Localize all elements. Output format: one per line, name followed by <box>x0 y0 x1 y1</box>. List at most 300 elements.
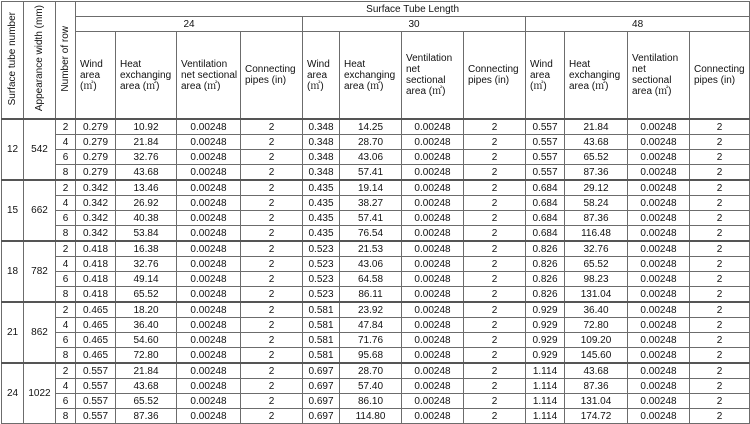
value-cell: 72.80 <box>565 318 628 333</box>
value-cell: 0.581 <box>303 318 340 333</box>
value-cell: 65.52 <box>116 394 177 409</box>
value-cell: 64.58 <box>340 272 402 287</box>
value-cell: 0.418 <box>76 257 116 272</box>
value-cell: 2 <box>690 257 750 272</box>
value-cell: 0.826 <box>526 272 565 287</box>
value-cell: 0.00248 <box>177 150 241 165</box>
value-cell: 2 <box>464 379 526 394</box>
value-cell: 0.557 <box>76 394 116 409</box>
appearance-width-cell: 782 <box>24 241 56 302</box>
header-length-48: 48 <box>526 17 750 32</box>
value-cell: 0.465 <box>76 348 116 364</box>
value-cell: 57.41 <box>340 165 402 181</box>
value-cell: 0.348 <box>303 135 340 150</box>
table-row <box>2 272 750 287</box>
value-cell: 0.00248 <box>177 257 241 272</box>
value-cell: 0.523 <box>303 272 340 287</box>
value-cell: 0.557 <box>76 409 116 424</box>
value-cell: 0.684 <box>526 196 565 211</box>
value-cell: 36.40 <box>565 302 628 318</box>
surface-tube-number-cell: 12 <box>2 119 24 180</box>
value-cell: 2 <box>690 348 750 364</box>
value-cell: 49.14 <box>116 272 177 287</box>
value-cell: 0.342 <box>76 180 116 196</box>
value-cell: 0.435 <box>303 180 340 196</box>
value-cell: 0.684 <box>526 226 565 242</box>
value-cell: 40.38 <box>116 211 177 226</box>
value-cell: 2 <box>464 409 526 424</box>
value-cell: 2 <box>690 318 750 333</box>
value-cell: 0.00248 <box>628 318 690 333</box>
value-cell: 2 <box>690 119 750 135</box>
value-cell: 2 <box>241 287 303 303</box>
row-count-cell: 8 <box>56 348 76 364</box>
header-wind-area-48: Wind area (㎡) <box>526 32 565 120</box>
value-cell: 0.00248 <box>628 226 690 242</box>
value-cell: 2 <box>690 165 750 181</box>
value-cell: 0.00248 <box>628 165 690 181</box>
value-cell: 95.68 <box>340 348 402 364</box>
value-cell: 2 <box>690 241 750 257</box>
header-connecting-pipes-24: Connecting pipes (in) <box>241 32 303 120</box>
value-cell: 2 <box>241 394 303 409</box>
value-cell: 28.70 <box>340 363 402 379</box>
value-cell: 2 <box>690 363 750 379</box>
table-row <box>2 165 750 181</box>
value-cell: 0.342 <box>76 196 116 211</box>
value-cell: 0.418 <box>76 287 116 303</box>
value-cell: 0.00248 <box>402 363 464 379</box>
value-cell: 0.00248 <box>628 180 690 196</box>
value-cell: 0.00248 <box>628 394 690 409</box>
value-cell: 43.68 <box>116 165 177 181</box>
value-cell: 2 <box>690 287 750 303</box>
value-cell: 0.00248 <box>402 226 464 242</box>
value-cell: 86.10 <box>340 394 402 409</box>
value-cell: 0.348 <box>303 150 340 165</box>
value-cell: 2 <box>464 318 526 333</box>
value-cell: 0.465 <box>76 302 116 318</box>
value-cell: 0.00248 <box>402 318 464 333</box>
value-cell: 0.00248 <box>177 348 241 364</box>
value-cell: 0.348 <box>303 119 340 135</box>
value-cell: 2 <box>241 165 303 181</box>
value-cell: 0.00248 <box>177 409 241 424</box>
value-cell: 10.92 <box>116 119 177 135</box>
value-cell: 0.697 <box>303 379 340 394</box>
value-cell: 0.00248 <box>628 135 690 150</box>
value-cell: 57.40 <box>340 379 402 394</box>
value-cell: 0.684 <box>526 211 565 226</box>
value-cell: 1.114 <box>526 394 565 409</box>
row-count-cell: 2 <box>56 180 76 196</box>
value-cell: 0.929 <box>526 302 565 318</box>
value-cell: 43.06 <box>340 257 402 272</box>
value-cell: 2 <box>690 180 750 196</box>
value-cell: 43.68 <box>565 363 628 379</box>
value-cell: 32.76 <box>565 241 628 257</box>
value-cell: 2 <box>241 135 303 150</box>
value-cell: 43.68 <box>116 379 177 394</box>
value-cell: 0.00248 <box>177 272 241 287</box>
table-row <box>2 333 750 348</box>
value-cell: 2 <box>464 135 526 150</box>
value-cell: 2 <box>241 257 303 272</box>
value-cell: 2 <box>464 150 526 165</box>
row-count-cell: 6 <box>56 150 76 165</box>
value-cell: 2 <box>241 272 303 287</box>
value-cell: 2 <box>241 150 303 165</box>
value-cell: 2 <box>241 241 303 257</box>
value-cell: 65.52 <box>565 257 628 272</box>
value-cell: 2 <box>464 180 526 196</box>
table-row <box>2 150 750 165</box>
value-cell: 0.00248 <box>402 379 464 394</box>
value-cell: 0.00248 <box>628 119 690 135</box>
value-cell: 0.00248 <box>402 272 464 287</box>
value-cell: 0.929 <box>526 318 565 333</box>
value-cell: 0.557 <box>526 135 565 150</box>
row-count-cell: 2 <box>56 119 76 135</box>
header-wind-area-24: Wind area (㎡) <box>76 32 116 120</box>
value-cell: 0.00248 <box>628 272 690 287</box>
value-cell: 0.684 <box>526 180 565 196</box>
value-cell: 116.48 <box>565 226 628 242</box>
value-cell: 0.00248 <box>177 287 241 303</box>
value-cell: 2 <box>464 257 526 272</box>
value-cell: 2 <box>241 226 303 242</box>
value-cell: 0.00248 <box>177 318 241 333</box>
header-wind-area-30: Wind area (㎡) <box>303 32 340 120</box>
value-cell: 14.25 <box>340 119 402 135</box>
value-cell: 19.14 <box>340 180 402 196</box>
value-cell: 0.697 <box>303 394 340 409</box>
value-cell: 0.523 <box>303 287 340 303</box>
value-cell: 0.00248 <box>402 394 464 409</box>
row-count-cell: 2 <box>56 302 76 318</box>
table-body <box>2 119 750 424</box>
header-length-24: 24 <box>76 17 303 32</box>
row-count-cell: 8 <box>56 409 76 424</box>
row-count-cell: 2 <box>56 363 76 379</box>
value-cell: 114.80 <box>340 409 402 424</box>
value-cell: 2 <box>241 302 303 318</box>
value-cell: 21.84 <box>565 119 628 135</box>
value-cell: 0.00248 <box>177 211 241 226</box>
value-cell: 0.00248 <box>628 333 690 348</box>
appearance-width-cell: 542 <box>24 119 56 180</box>
surface-tube-number-cell: 18 <box>2 241 24 302</box>
value-cell: 32.76 <box>116 150 177 165</box>
value-cell: 0.00248 <box>628 302 690 318</box>
value-cell: 0.00248 <box>177 302 241 318</box>
row-count-cell: 6 <box>56 211 76 226</box>
row-count-cell: 8 <box>56 165 76 181</box>
value-cell: 58.24 <box>565 196 628 211</box>
row-count-cell: 2 <box>56 241 76 257</box>
subheader-row <box>2 32 750 120</box>
row-count-cell: 6 <box>56 333 76 348</box>
value-cell: 0.00248 <box>177 180 241 196</box>
table-header <box>2 2 750 120</box>
header-surface-tube-length: Surface Tube Length <box>76 2 750 17</box>
table-row <box>2 409 750 424</box>
value-cell: 87.36 <box>565 379 628 394</box>
value-cell: 0.00248 <box>402 150 464 165</box>
table-row <box>2 180 750 196</box>
value-cell: 0.279 <box>76 165 116 181</box>
appearance-width-cell: 1022 <box>24 363 56 424</box>
row-count-cell: 4 <box>56 379 76 394</box>
value-cell: 0.00248 <box>177 119 241 135</box>
value-cell: 2 <box>241 333 303 348</box>
value-cell: 0.342 <box>76 226 116 242</box>
value-cell: 57.41 <box>340 211 402 226</box>
value-cell: 65.52 <box>565 150 628 165</box>
value-cell: 2 <box>690 394 750 409</box>
value-cell: 0.00248 <box>177 241 241 257</box>
value-cell: 76.54 <box>340 226 402 242</box>
surface-tube-number-cell: 21 <box>2 302 24 363</box>
header-ventilation-net-sectional-area-24: Ventilation net sectional area (㎡) <box>177 32 241 120</box>
value-cell: 2 <box>464 333 526 348</box>
value-cell: 2 <box>690 409 750 424</box>
header-connecting-pipes-30: Connecting pipes (in) <box>464 32 526 120</box>
value-cell: 0.00248 <box>402 196 464 211</box>
appearance-width-cell: 862 <box>24 302 56 363</box>
row-count-cell: 4 <box>56 196 76 211</box>
value-cell: 0.342 <box>76 211 116 226</box>
value-cell: 2 <box>464 165 526 181</box>
value-cell: 0.00248 <box>177 135 241 150</box>
header-ventilation-net-sectional-area-48: Ventilation net sectional area (㎡) <box>628 32 690 120</box>
row-count-cell: 6 <box>56 272 76 287</box>
value-cell: 2 <box>464 348 526 364</box>
value-cell: 0.00248 <box>177 394 241 409</box>
value-cell: 43.68 <box>565 135 628 150</box>
value-cell: 0.00248 <box>402 409 464 424</box>
table-row <box>2 379 750 394</box>
value-cell: 0.00248 <box>402 257 464 272</box>
value-cell: 2 <box>464 241 526 257</box>
spec-table <box>1 1 750 424</box>
header-heat-exchanging-area-30: Heat exchanging area (㎡) <box>340 32 402 120</box>
value-cell: 38.27 <box>340 196 402 211</box>
value-cell: 21.84 <box>116 135 177 150</box>
value-cell: 0.00248 <box>177 333 241 348</box>
value-cell: 2 <box>464 287 526 303</box>
value-cell: 2 <box>464 302 526 318</box>
value-cell: 0.00248 <box>177 226 241 242</box>
value-cell: 86.11 <box>340 287 402 303</box>
row-count-cell: 4 <box>56 135 76 150</box>
table-row <box>2 241 750 257</box>
value-cell: 32.76 <box>116 257 177 272</box>
value-cell: 0.581 <box>303 333 340 348</box>
value-cell: 0.557 <box>526 165 565 181</box>
value-cell: 2 <box>690 272 750 287</box>
value-cell: 0.348 <box>303 165 340 181</box>
value-cell: 53.84 <box>116 226 177 242</box>
value-cell: 0.697 <box>303 409 340 424</box>
value-cell: 0.00248 <box>628 211 690 226</box>
value-cell: 0.00248 <box>177 196 241 211</box>
value-cell: 0.00248 <box>402 119 464 135</box>
value-cell: 16.38 <box>116 241 177 257</box>
value-cell: 0.557 <box>76 363 116 379</box>
row-count-cell: 4 <box>56 257 76 272</box>
value-cell: 21.84 <box>116 363 177 379</box>
value-cell: 145.60 <box>565 348 628 364</box>
value-cell: 0.00248 <box>402 348 464 364</box>
value-cell: 131.04 <box>565 394 628 409</box>
value-cell: 0.557 <box>526 150 565 165</box>
value-cell: 0.00248 <box>402 333 464 348</box>
value-cell: 2 <box>241 409 303 424</box>
value-cell: 2 <box>464 196 526 211</box>
value-cell: 2 <box>690 196 750 211</box>
row-count-cell: 8 <box>56 287 76 303</box>
value-cell: 98.23 <box>565 272 628 287</box>
row-count-cell: 4 <box>56 318 76 333</box>
table-row <box>2 119 750 135</box>
value-cell: 0.581 <box>303 348 340 364</box>
value-cell: 0.523 <box>303 257 340 272</box>
value-cell: 0.418 <box>76 241 116 257</box>
value-cell: 2 <box>464 211 526 226</box>
value-cell: 0.557 <box>526 119 565 135</box>
value-cell: 43.06 <box>340 150 402 165</box>
value-cell: 0.00248 <box>628 379 690 394</box>
value-cell: 54.60 <box>116 333 177 348</box>
surface-tube-number-cell: 15 <box>2 180 24 241</box>
value-cell: 2 <box>464 272 526 287</box>
table-row <box>2 287 750 303</box>
value-cell: 18.20 <box>116 302 177 318</box>
value-cell: 0.00248 <box>402 211 464 226</box>
value-cell: 0.465 <box>76 333 116 348</box>
header-number-of-row: Number of row <box>56 2 76 120</box>
value-cell: 0.279 <box>76 135 116 150</box>
value-cell: 29.12 <box>565 180 628 196</box>
header-length-30: 30 <box>303 17 526 32</box>
value-cell: 2 <box>690 379 750 394</box>
value-cell: 0.279 <box>76 150 116 165</box>
value-cell: 13.46 <box>116 180 177 196</box>
value-cell: 2 <box>464 119 526 135</box>
value-cell: 0.826 <box>526 257 565 272</box>
value-cell: 0.00248 <box>628 196 690 211</box>
value-cell: 65.52 <box>116 287 177 303</box>
value-cell: 109.20 <box>565 333 628 348</box>
row-count-cell: 6 <box>56 394 76 409</box>
value-cell: 2 <box>690 150 750 165</box>
value-cell: 23.92 <box>340 302 402 318</box>
value-cell: 0.435 <box>303 196 340 211</box>
value-cell: 0.435 <box>303 226 340 242</box>
value-cell: 1.114 <box>526 379 565 394</box>
appearance-width-cell: 662 <box>24 180 56 241</box>
value-cell: 0.00248 <box>177 363 241 379</box>
value-cell: 21.53 <box>340 241 402 257</box>
value-cell: 2 <box>241 180 303 196</box>
value-cell: 2 <box>690 211 750 226</box>
value-cell: 0.00248 <box>402 302 464 318</box>
value-cell: 0.00248 <box>177 165 241 181</box>
value-cell: 0.465 <box>76 318 116 333</box>
value-cell: 0.826 <box>526 287 565 303</box>
value-cell: 0.00248 <box>402 135 464 150</box>
value-cell: 2 <box>464 363 526 379</box>
value-cell: 2 <box>241 379 303 394</box>
value-cell: 2 <box>690 302 750 318</box>
value-cell: 87.36 <box>565 211 628 226</box>
value-cell: 28.70 <box>340 135 402 150</box>
header-appearance-width: Appearance width (mm) <box>24 2 56 120</box>
header-connecting-pipes-48: Connecting pipes (in) <box>690 32 750 120</box>
value-cell: 2 <box>464 226 526 242</box>
table-row <box>2 394 750 409</box>
value-cell: 0.697 <box>303 363 340 379</box>
value-cell: 2 <box>241 348 303 364</box>
surface-tube-number-cell: 24 <box>2 363 24 424</box>
value-cell: 47.84 <box>340 318 402 333</box>
value-cell: 1.114 <box>526 409 565 424</box>
value-cell: 72.80 <box>116 348 177 364</box>
value-cell: 0.523 <box>303 241 340 257</box>
table-row <box>2 363 750 379</box>
value-cell: 0.279 <box>76 119 116 135</box>
value-cell: 0.557 <box>76 379 116 394</box>
value-cell: 2 <box>241 119 303 135</box>
value-cell: 26.92 <box>116 196 177 211</box>
value-cell: 36.40 <box>116 318 177 333</box>
value-cell: 131.04 <box>565 287 628 303</box>
value-cell: 0.00248 <box>628 257 690 272</box>
value-cell: 1.114 <box>526 363 565 379</box>
value-cell: 174.72 <box>565 409 628 424</box>
value-cell: 2 <box>690 135 750 150</box>
value-cell: 2 <box>241 211 303 226</box>
table-row <box>2 135 750 150</box>
table-row <box>2 318 750 333</box>
value-cell: 0.00248 <box>628 287 690 303</box>
header-heat-exchanging-area-48: Heat exchanging area (㎡) <box>565 32 628 120</box>
value-cell: 0.435 <box>303 211 340 226</box>
value-cell: 87.36 <box>116 409 177 424</box>
value-cell: 0.826 <box>526 241 565 257</box>
value-cell: 0.00248 <box>402 165 464 181</box>
value-cell: 0.581 <box>303 302 340 318</box>
value-cell: 0.00248 <box>177 379 241 394</box>
value-cell: 2 <box>690 226 750 242</box>
value-cell: 0.00248 <box>628 348 690 364</box>
value-cell: 2 <box>241 318 303 333</box>
value-cell: 71.76 <box>340 333 402 348</box>
value-cell: 2 <box>464 394 526 409</box>
header-surface-tube-number: Surface tube number <box>2 2 24 120</box>
table-row <box>2 257 750 272</box>
value-cell: 0.00248 <box>628 363 690 379</box>
value-cell: 2 <box>241 196 303 211</box>
header-ventilation-net-sectional-area-30: Ventilation net sectional area (㎡) <box>402 32 464 120</box>
table-row <box>2 196 750 211</box>
value-cell: 0.00248 <box>402 287 464 303</box>
value-cell: 0.00248 <box>402 241 464 257</box>
row-count-cell: 8 <box>56 226 76 242</box>
table-row <box>2 211 750 226</box>
value-cell: 0.00248 <box>402 180 464 196</box>
